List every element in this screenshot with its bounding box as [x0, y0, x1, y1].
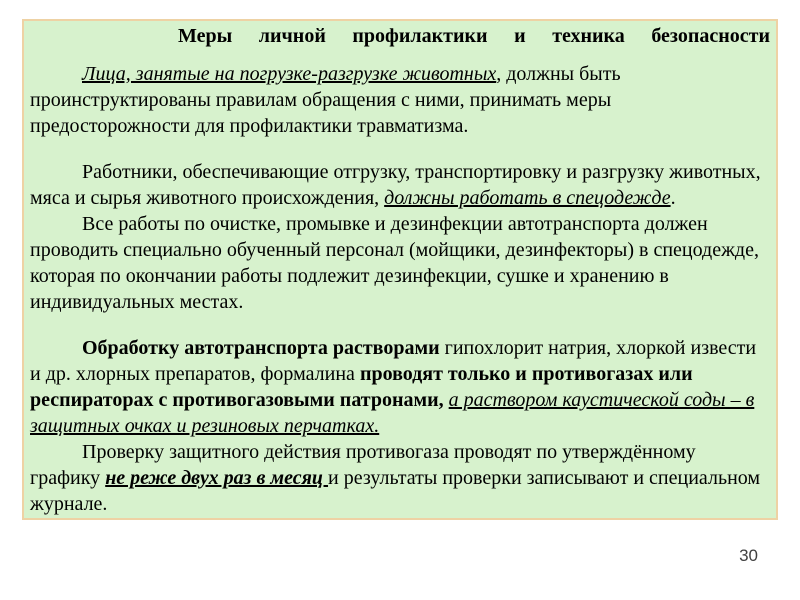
- slide-body: [30, 61, 770, 517]
- paragraph: [30, 159, 770, 211]
- text-run: .: [670, 187, 676, 209]
- text-run: Проверку защитного действия противогаза проводят по утверждённому графику: [30, 441, 696, 489]
- text-run: и результаты проверки записывают и специальном журнале.: [30, 467, 761, 515]
- text-run: , должны быть проинструктированы правилам обращения с ними, принимать меры предосторожности для профилактики травматизма.: [30, 63, 621, 137]
- text-run: должны работать в спецодежде: [384, 187, 671, 209]
- text-run: Обработку автотранспорта растворами: [82, 337, 440, 359]
- slide-title: Меры личной профилактики и техника безопасности: [178, 25, 770, 47]
- paragraph: [30, 335, 770, 439]
- paragraph: [30, 61, 770, 139]
- text-run: Лица, занятые на погрузке-разгрузке животных: [82, 63, 497, 85]
- page-number: 30: [739, 546, 758, 565]
- text-run: Работники, обеспечивающие отгрузку, транспортировку и разгрузку животных, мяса и сырья животного происхождения,: [30, 161, 761, 209]
- text-run: Все работы по очистке, промывке и дезинфекции автотранспорта должен проводить специально обученный персонал (мойщики, дезинфекторы) в спецодежде, которая по окончании работы подлежит дезинфекции, сушке и хранению в индивидуальных местах.: [30, 213, 759, 313]
- text-run: проводят только и противогазах или респираторах с противогазовыми патронами,: [30, 363, 693, 411]
- text-run: гипохлорит натрия, хлоркой извести и др. хлорных препаратов, формалина: [30, 337, 757, 385]
- paragraph: [30, 211, 770, 315]
- content-box: [22, 19, 778, 520]
- paragraph: [30, 439, 770, 517]
- text-run: не реже двух раз в месяц: [105, 467, 329, 489]
- text-run: а раствором каустической соды – в защитных очках и резиновых перчатках.: [30, 389, 755, 437]
